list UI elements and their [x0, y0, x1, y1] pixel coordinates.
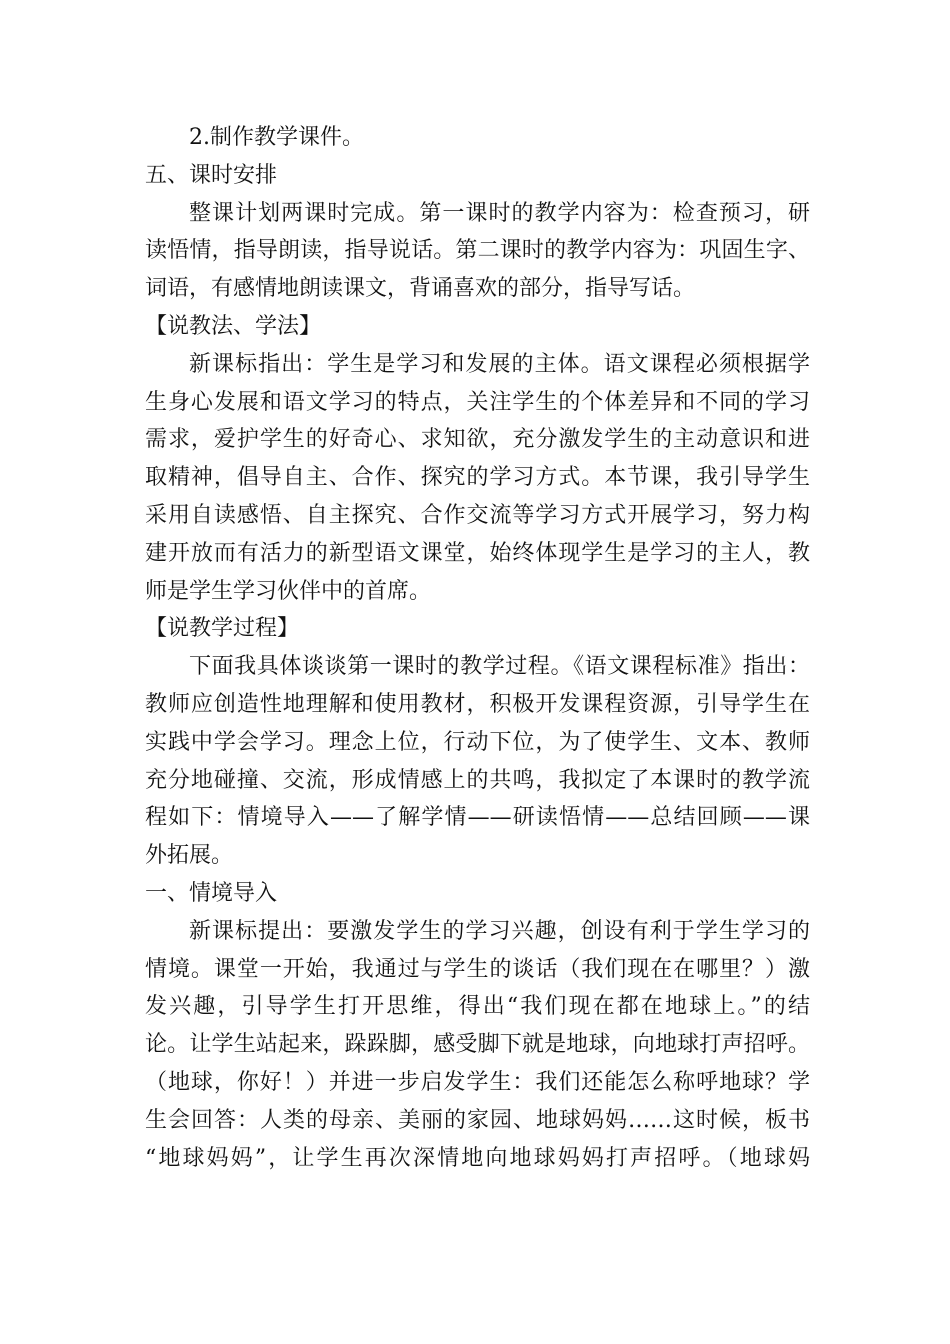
text-line: 新课标提出：要激发学生的学习兴趣，创设有利于学生学习的 [189, 918, 810, 944]
text-line: 下面我具体谈谈第一课时的教学过程。《语文课程标准》指出： [189, 654, 810, 680]
text-line: 采用自读感悟、自主探究、合作交流等学习方式开展学习，努力构 [145, 502, 810, 528]
text-line: 外拓展。 [145, 843, 234, 869]
text-line: 【说教学过程】 [145, 616, 300, 642]
text-line: 建开放而有活力的新型语文课堂，始终体现学生是学习的主人，教 [145, 540, 810, 566]
text-line: 程如下：情境导入——了解学情——研读悟情——总结回顾——课 [145, 805, 810, 831]
text-line: 一、情境导入 [145, 880, 278, 906]
document-body [145, 119, 810, 1177]
text-line: 师是学生学习伙伴中的首席。 [145, 578, 432, 604]
text-line: 【说教法、学法】 [145, 313, 322, 339]
text-line: 实践中学会学习。理念上位，行动下位，为了使学生、文本、教师 [145, 729, 810, 755]
text-line: 论。让学生站起来，跺跺脚，感受脚下就是地球，向地球打声招呼。 [145, 1032, 810, 1058]
text-line: 生身心发展和语文学习的特点，关注学生的个体差异和不同的学习 [145, 389, 810, 415]
text-line: 发兴趣，引导学生打开思维，得出“我们现在都在地球上。”的结 [145, 994, 810, 1020]
text-line: 2.制作教学课件。 [189, 125, 364, 150]
text-line: 需求，爱护学生的好奇心、求知欲，充分激发学生的主动意识和进 [145, 427, 810, 453]
text-line: 整课计划两课时完成。第一课时的教学内容为：检查预习，研 [189, 200, 810, 226]
text-line: 词语，有感情地朗读课文，背诵喜欢的部分，指导写话。 [145, 276, 696, 302]
text-line: （地球，你好！）并进一步启发学生：我们还能怎么称呼地球？学 [145, 1069, 810, 1095]
text-line: 情境。课堂一开始，我通过与学生的谈话（我们现在在哪里？）激 [145, 956, 810, 982]
text-line: 教师应创造性地理解和使用教材，积极开发课程资源，引导学生在 [145, 691, 810, 717]
text-line: 取精神，倡导自主、合作、探究的学习方式。本节课，我引导学生 [145, 465, 810, 491]
text-line: “地球妈妈”，让学生再次深情地向地球妈妈打声招呼。（地球妈 [145, 1145, 810, 1171]
text-line: 充分地碰撞、交流，形成情感上的共鸣，我拟定了本课时的教学流 [145, 767, 810, 793]
text-line: 读悟情，指导朗读，指导说话。第二课时的教学内容为：巩固生字、 [145, 238, 810, 264]
text-line: 生会回答：人类的母亲、美丽的家园、地球妈妈……这时候，板书 [145, 1107, 810, 1133]
text-line: 新课标指出：学生是学习和发展的主体。语文课程必须根据学 [189, 351, 810, 377]
text-line: 五、课时安排 [145, 162, 278, 188]
